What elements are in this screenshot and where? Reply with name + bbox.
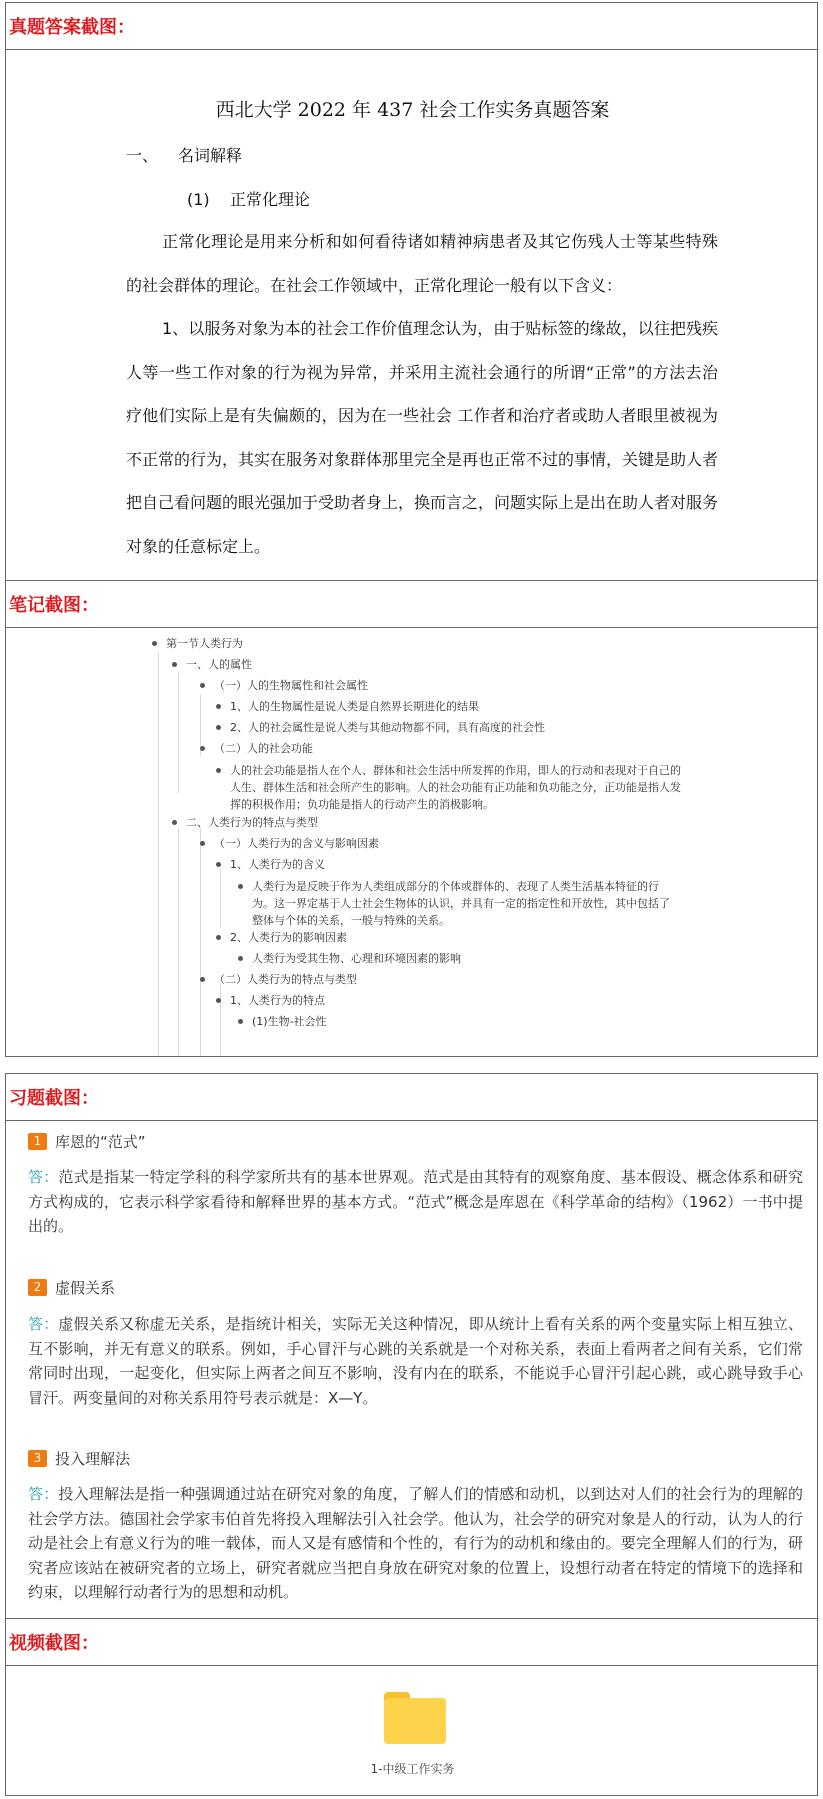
heading-text: 名词解释 bbox=[178, 146, 243, 165]
exam-answer-section bbox=[5, 2, 818, 581]
section-header bbox=[6, 581, 817, 628]
paragraph: 1、以服务对象为本的社会工作价值理念认为，由于贴标签的缘故，以往把残疾人等一些工作对象的行为视为异常，并采用主流社会通行的所谓“正常”的方法去治疗他们实际上是有失偏颇的，因为在一些社会 工作者和治疗者或助人者眼里被视为不正常的行为，其实在服务对象群体那里完全是再也正常不过的事情，关键是助人者把自己看问题的眼光强加于受助者身上，换而言之，问题实际上是出在助人者对服务对象的任意标定上。 bbox=[126, 319, 719, 556]
section-header bbox=[6, 1074, 817, 1121]
heading-level-2 bbox=[187, 187, 310, 210]
outline-item: （一）人类行为的含义与影响因素 bbox=[214, 833, 379, 854]
outline-item: 1、人类行为的特点 bbox=[230, 990, 325, 1011]
outline-item: 二、人类行为的特点与类型 bbox=[186, 812, 318, 833]
heading-level-1 bbox=[126, 143, 242, 166]
section-title: 视频截图： bbox=[9, 1633, 99, 1654]
outline-item: 一、人的属性 bbox=[186, 654, 252, 675]
outline-item: 人类行为受其生物、心理和环境因素的影响 bbox=[252, 948, 461, 969]
notes-outline bbox=[6, 628, 817, 1056]
answer-label: 答： bbox=[28, 1485, 59, 1503]
outline-item: 人的社会功能是指人在个人、群体和社会生活中所发挥的作用，即人的行动和表现对于自己的人生、群体生活和社会所产生的影响。人的社会功能有正功能和负功能之分，正功能是指人发挥的积极作用；负功能是指人的行动产生的消极影响。 bbox=[230, 764, 681, 811]
outline-item: 2、人的社会属性是说人类与其他动物都不同，具有高度的社会性 bbox=[230, 717, 545, 738]
outline-item: 2、人类行为的影响因素 bbox=[230, 927, 347, 948]
heading-text: 正常化理论 bbox=[230, 190, 311, 209]
section-title: 习题截图： bbox=[9, 1088, 99, 1109]
outline-item: （一）人的生物属性和社会属性 bbox=[214, 675, 368, 696]
answer-text: 虚假关系又称虚无关系，是指统计相关，实际无关这种情况，即从统计上看有关系的两个变量实际上相互独立、互不影响，并无有意义的联系。例如，手心冒汗与心跳的关系就是一个对称关系，表面上看两者之间有关系，它们常常同时出现，一起变化，但实际上两者之间互不影响，没有内在的联系，不能说手心冒汗引起心跳，或心跳导致手心冒汗。两变量间的对称关系用符号表示就是：X—Y。 bbox=[28, 1315, 803, 1407]
outline-item: 第一节人类行为 bbox=[166, 633, 243, 654]
outline-item: （二）人的社会功能 bbox=[214, 738, 313, 759]
heading-number: 一、 bbox=[126, 146, 159, 165]
answer-text: 范式是指某一特定学科的科学家所共有的基本世界观。范式是由其特有的观察角度、基本假设、概念体系和研究方式构成的，它表示科学家看待和解释世界的基本方式。“范式”概念是库恩在《科学革命的结构》（1962）一书中提出的。 bbox=[28, 1168, 803, 1235]
outline-item: 1、人的生物属性是说人类是自然界长期进化的结果 bbox=[230, 696, 479, 717]
exercise-section bbox=[5, 1073, 818, 1619]
question-text: 虚假关系 bbox=[55, 1279, 116, 1297]
paragraph: 正常化理论是用来分析和如何看待诸如精神病患者及其它伤残人士等某些特殊的社会群体的理论。在社会工作领域中，正常化理论一般有以下含义： bbox=[126, 232, 718, 295]
answer bbox=[28, 1312, 803, 1410]
question-number-badge: 3 bbox=[28, 1450, 47, 1467]
answer bbox=[28, 1482, 803, 1605]
document-title: 西北大学 2022 年 437 社会工作实务真题答案 bbox=[215, 99, 610, 121]
answer-label: 答： bbox=[28, 1168, 59, 1186]
outline-item: （二）人类行为的特点与类型 bbox=[214, 969, 357, 990]
section-title: 笔记截图： bbox=[9, 595, 99, 616]
question-text: 库恩的“范式” bbox=[55, 1133, 146, 1151]
folder-icon[interactable] bbox=[384, 1692, 446, 1744]
notes-section bbox=[5, 580, 818, 1057]
question-title bbox=[28, 1131, 146, 1152]
outline-item: 人类行为是反映于作为人类组成部分的个体或群体的、表现了人类生活基本特征的行为。这一界定基于人士社会生物体的认识，并具有一定的指定性和开放性，其中包括了整体与个体的关系，一般与特殊的关系。 bbox=[252, 878, 680, 929]
answer-label: 答： bbox=[28, 1315, 59, 1333]
section-title: 真题答案截图： bbox=[9, 17, 135, 38]
answer-text: 投入理解法是指一种强调通过站在研究对象的角度，了解人们的情感和动机，以到达对人们的社会行为的理解的社会学方法。德国社会学家韦伯首先将投入理解法引入社会学。他认为，社会学的研究对象是人的行动，认为人的行动是社会上有意义行为的唯一载体，而人又是有感情和个性的，有行为的动机和缘由的。要完全理解人们的行为，研究者应该站在被研究者的立场上，研究者就应当把自身放在研究对象的位置上，设想行动者在特定的情境下的选择和约束，以理解行动者行为的思想和动机。 bbox=[28, 1485, 803, 1601]
question-number-badge: 2 bbox=[28, 1279, 47, 1296]
section-header bbox=[6, 3, 817, 50]
section-header bbox=[6, 1619, 817, 1666]
outline-item: 1、人类行为的含义 bbox=[230, 854, 325, 875]
question-title bbox=[28, 1277, 115, 1298]
question-title bbox=[28, 1448, 130, 1469]
folder-label[interactable]: 1-中级工作实务 bbox=[370, 1762, 455, 1776]
question-number-badge: 1 bbox=[28, 1133, 47, 1150]
question-text: 投入理解法 bbox=[55, 1450, 131, 1468]
outline-item: (1)生物-社会性 bbox=[252, 1011, 327, 1032]
answer bbox=[28, 1165, 803, 1239]
video-section bbox=[5, 1618, 818, 1796]
heading-number: (1) bbox=[187, 190, 210, 209]
